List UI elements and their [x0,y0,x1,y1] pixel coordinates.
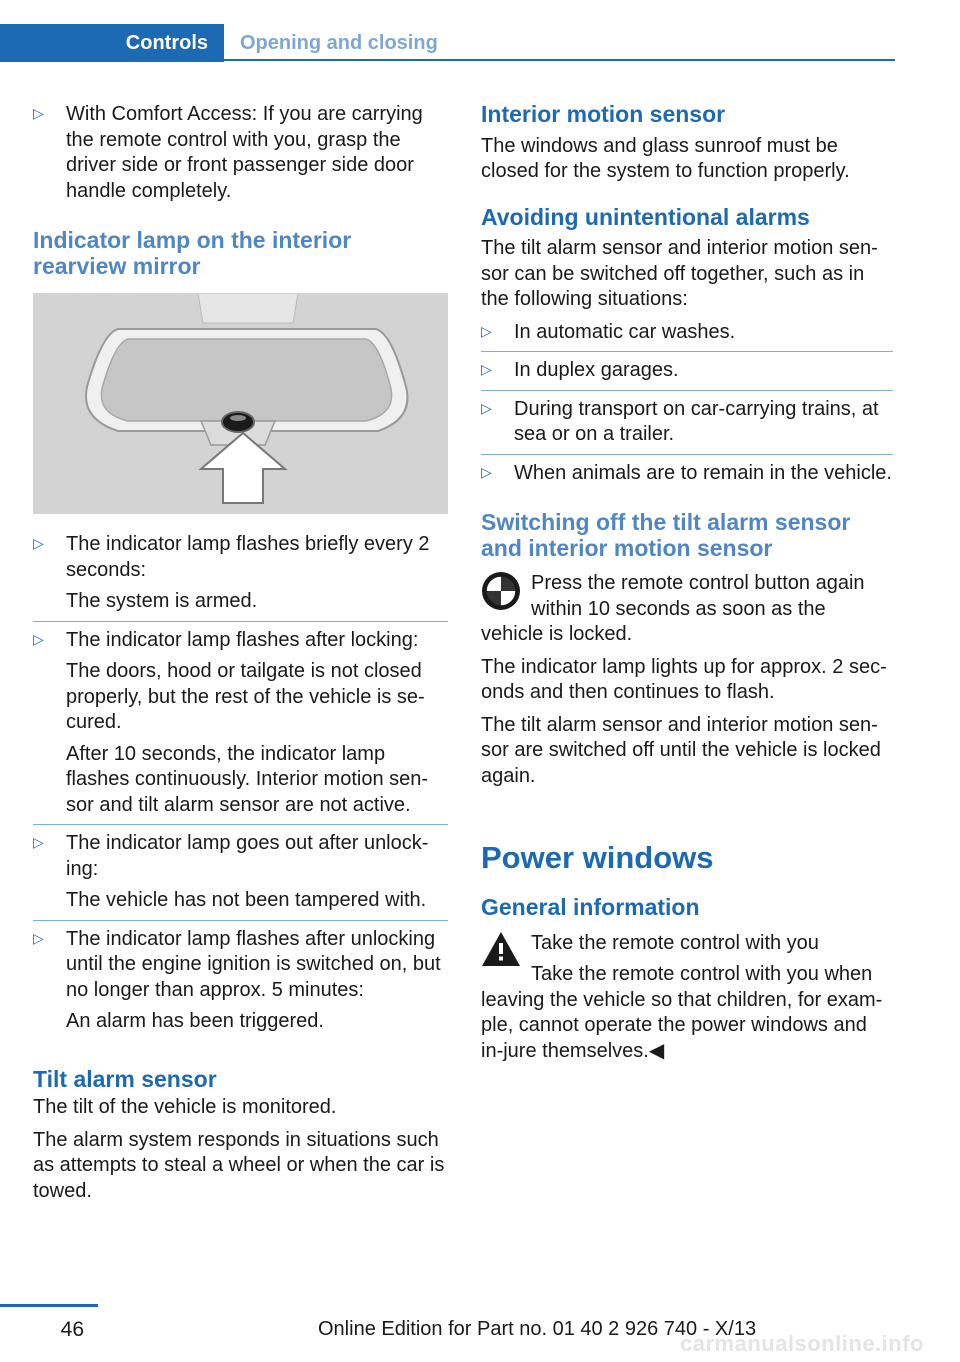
list-item-text: In duplex garages. [514,359,679,381]
list-item-text: With Comfort Access: If you are carrying the remote control with you, grasp the driver side or front passenger side door handle completely. [66,103,423,202]
avoid-list [481,320,893,487]
watermark: carmanualsonline.info [680,1331,924,1356]
list-item [481,358,893,384]
header-tab-opening-closing: Opening and closing [240,31,438,54]
list-item-subtext: An alarm has been triggered. [66,1010,324,1032]
right-column [481,102,893,1064]
list-item-text: The indicator lamp flashes after unlocking until the engine ignition is switched on, but no longer than approx. 5 minutes: [66,927,441,1001]
switch-paragraph-3: The tilt alarm sensor and interior motion sen‐sor are switched off until the vehicle is locked again. [481,713,881,787]
switch-paragraph-2: The indicator lamp lights up for approx. 2 sec‐onds and then continues to flash. [481,655,887,703]
tilt-paragraph-2: The alarm system responds in situations such as attempts to steal a wheel or when the car is towed. [33,1128,445,1202]
rearview-mirror-image [33,293,448,514]
list-divider [33,824,448,825]
list-item [481,461,893,487]
triangle-right-icon: ▷ [33,535,44,551]
page-number: 46 [60,1318,84,1341]
heading-power-windows: Power windows [481,840,714,875]
list-divider [33,621,448,622]
list-item-subtext: After 10 seconds, the indicator lamp flashes continuously. Interior motion sen‐sor and tilt alarm sensor are not active. [66,742,429,816]
header-tab-controls: Controls [0,24,224,62]
mirror-illustration [33,293,448,514]
warning-paragraph: Take the remote control with you when leaving the vehicle so that children, for exam‐ple, cannot operate the power windows and in‐jure themselves.◀ [481,963,883,1062]
heading-interior-motion: Interior motion sensor [481,101,726,127]
list-item [33,102,448,204]
list-item-text: The indicator lamp goes out after unlock‐ing: [66,832,429,880]
list-item [33,831,448,882]
list-item-subtext: The vehicle has not been tampered with. [66,889,427,911]
heading-indicator-lamp: Indicator lamp on the interior rearview mirror [33,227,352,279]
footer-edition: Online Edition for Part no. 01 40 2 926 740 - X/13 [318,1318,757,1340]
list-item-text: During transport on car-carrying trains, at sea or on a trailer. [514,397,879,445]
list-item-subtext: The system is armed. [66,590,258,612]
bmw-logo-icon [481,571,521,611]
heading-tilt-alarm: Tilt alarm sensor [33,1065,217,1092]
triangle-right-icon: ▷ [481,463,492,480]
left-column [33,102,448,1211]
triangle-right-icon: ▷ [481,361,492,377]
avoid-paragraph: The tilt alarm sensor and interior motion sen‐sor can be switched off together, such as in the following situations: [481,237,878,310]
heading-general-info: General information [481,894,700,920]
interior-paragraph: The windows and glass sunroof must be closed for the system to function properly. [481,134,850,182]
tilt-paragraph-1: The tilt of the vehicle is monitored. [33,1096,337,1118]
list-item [481,397,893,448]
warning-title: Take the remote control with you [531,931,819,954]
list-item [33,532,448,583]
list-item-subtext: The doors, hood or tailgate is not closed properly, but the rest of the vehicle is se‐cured. [66,660,425,733]
list-divider [481,454,893,455]
list-divider [481,351,893,352]
list-item-text: The indicator lamp flashes briefly every 2 seconds: [66,533,430,581]
triangle-right-icon: ▷ [33,630,44,647]
heading-switch-off: Switching off the tilt alarm sensor and interior motion sensor [481,509,851,561]
header-rule [224,59,895,61]
warning-block [481,931,893,1065]
switch-off-block [481,571,893,655]
list-divider [33,920,448,921]
list-item [33,927,448,1004]
list-item-text: The indicator lamp flashes after locking: [66,628,419,651]
page-header [0,24,895,62]
list-item-text: When animals are to remain in the vehicle. [514,461,892,484]
triangle-right-icon: ▷ [33,929,44,946]
list-divider [481,390,893,391]
footer-rule [0,1304,98,1307]
triangle-right-icon: ▷ [481,322,492,339]
indicator-list [33,532,448,1035]
triangle-right-icon: ▷ [33,105,44,121]
triangle-right-icon: ▷ [33,834,44,850]
list-item-text: In automatic car washes. [514,320,736,343]
heading-avoid-alarms: Avoiding unintentional alarms [481,203,810,230]
triangle-right-icon: ▷ [481,399,492,416]
list-item [481,320,893,346]
warning-triangle-icon [481,931,521,967]
switch-paragraph-1: Press the remote control button again within 10 seconds as soon as the vehicle is locked. [481,572,865,645]
list-item [33,628,448,654]
